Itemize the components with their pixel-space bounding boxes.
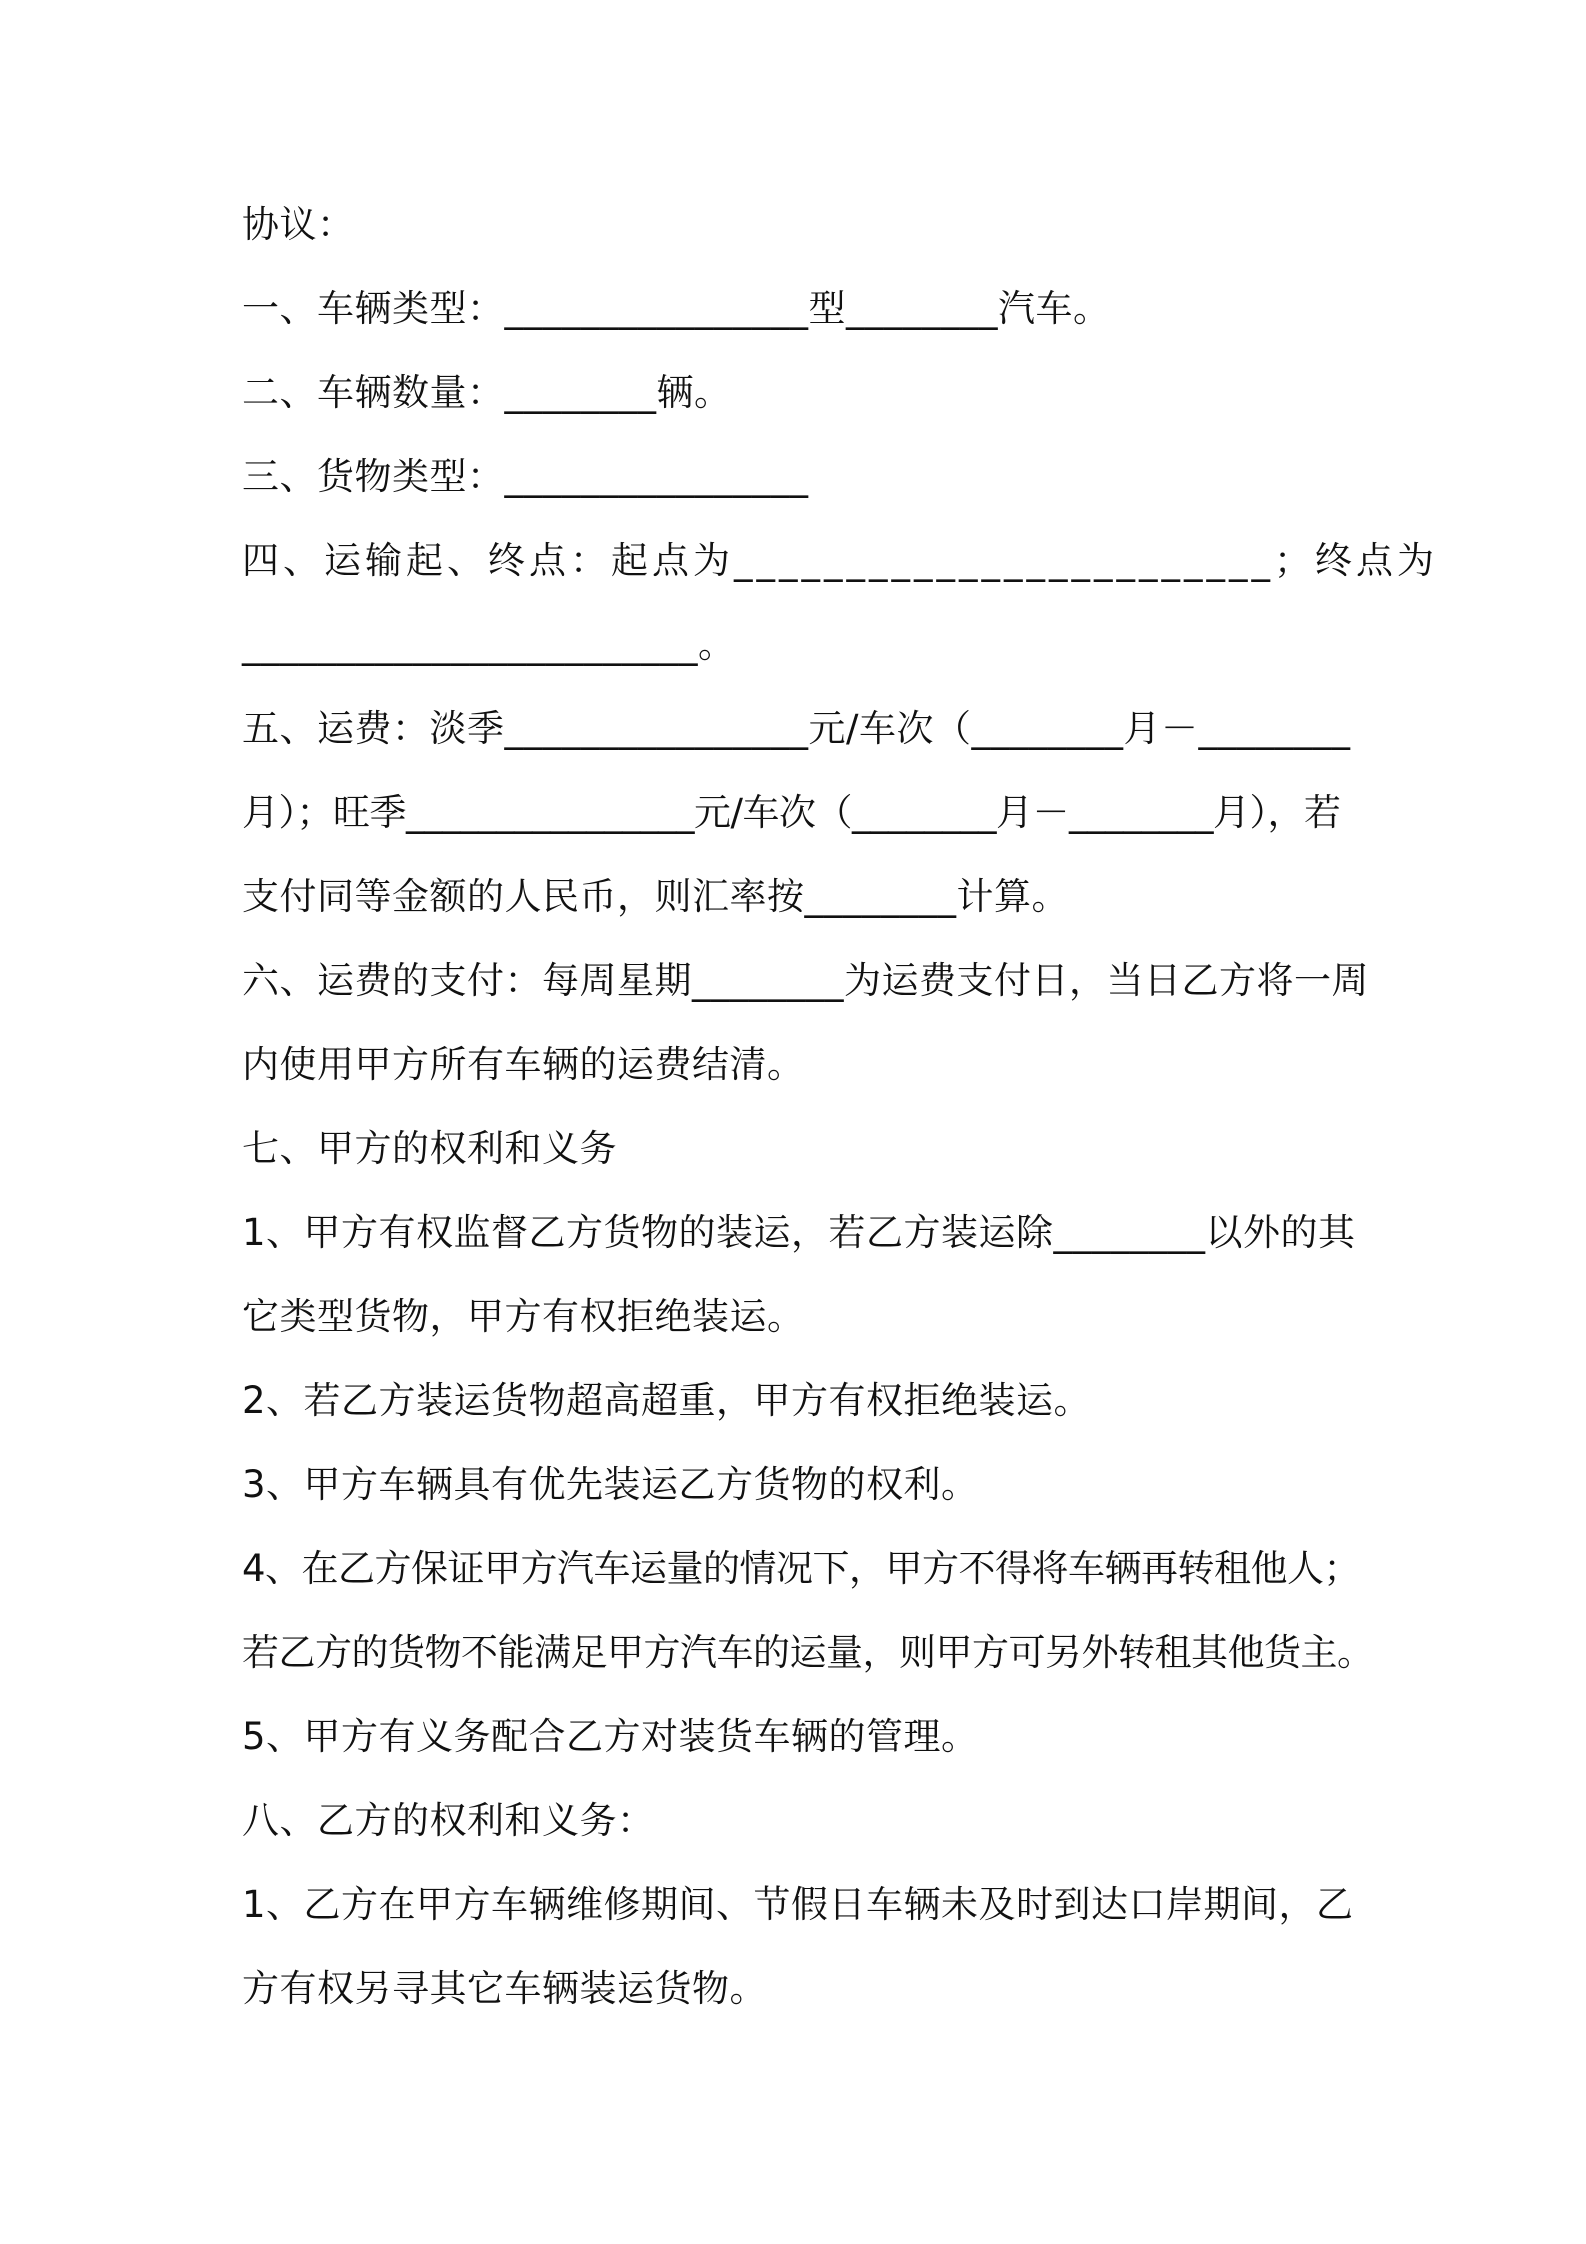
- clause-route: 四、运输起、终点：起点为________________________；终点为: [242, 539, 1438, 582]
- section-party-a: 七、甲方的权利和义务: [242, 1127, 617, 1170]
- clause-cargo-type: 三、货物类型：________________: [242, 455, 809, 498]
- party-a-item-3: 3、甲方车辆具有优先装运乙方货物的权利。: [242, 1463, 979, 1506]
- section-party-b: 八、乙方的权利和义务：: [242, 1799, 655, 1842]
- party-b-item-1: 1、乙方在甲方车辆维修期间、节假日车辆未及时到达口岸期间，乙: [242, 1883, 1354, 1926]
- clause-freight-cont2: 支付同等金额的人民币，则汇率按________计算。: [242, 875, 1069, 918]
- party-a-item-4: 4、在乙方保证甲方汽车运量的情况下，甲方不得将车辆再转租他人；: [242, 1547, 1361, 1590]
- clause-vehicle-type: 一、车辆类型：________________型________汽车。: [242, 287, 1111, 330]
- clause-freight: 五、运费：淡季________________元/车次（________月－________: [242, 707, 1351, 750]
- party-b-item-1-cont: 方有权另寻其它车辆装运货物。: [242, 1967, 767, 2010]
- party-a-item-1: 1、甲方有权监督乙方货物的装运，若乙方装运除________以外的其: [242, 1211, 1356, 1254]
- clause-payment-cont: 内使用甲方所有车辆的运费结清。: [242, 1043, 805, 1086]
- clause-freight-cont: 月）；旺季________________元/车次（________月－________月），若: [242, 791, 1341, 834]
- party-a-item-2: 2、若乙方装运货物超高超重，甲方有权拒绝装运。: [242, 1379, 1092, 1422]
- clause-payment: 六、运费的支付：每周星期________为运费支付日，当日乙方将一周: [242, 959, 1369, 1002]
- party-a-item-4-cont: 若乙方的货物不能满足甲方汽车的运量，则甲方可另外转租其他货主。: [242, 1631, 1374, 1674]
- party-a-item-5: 5、甲方有义务配合乙方对装货车辆的管理。: [242, 1715, 979, 1758]
- clause-route-cont: ________________________。: [242, 623, 736, 666]
- heading-agreement: 协议：: [242, 203, 355, 246]
- clause-vehicle-count: 二、车辆数量：________辆。: [242, 371, 732, 414]
- party-a-item-1-cont: 它类型货物，甲方有权拒绝装运。: [242, 1295, 805, 1338]
